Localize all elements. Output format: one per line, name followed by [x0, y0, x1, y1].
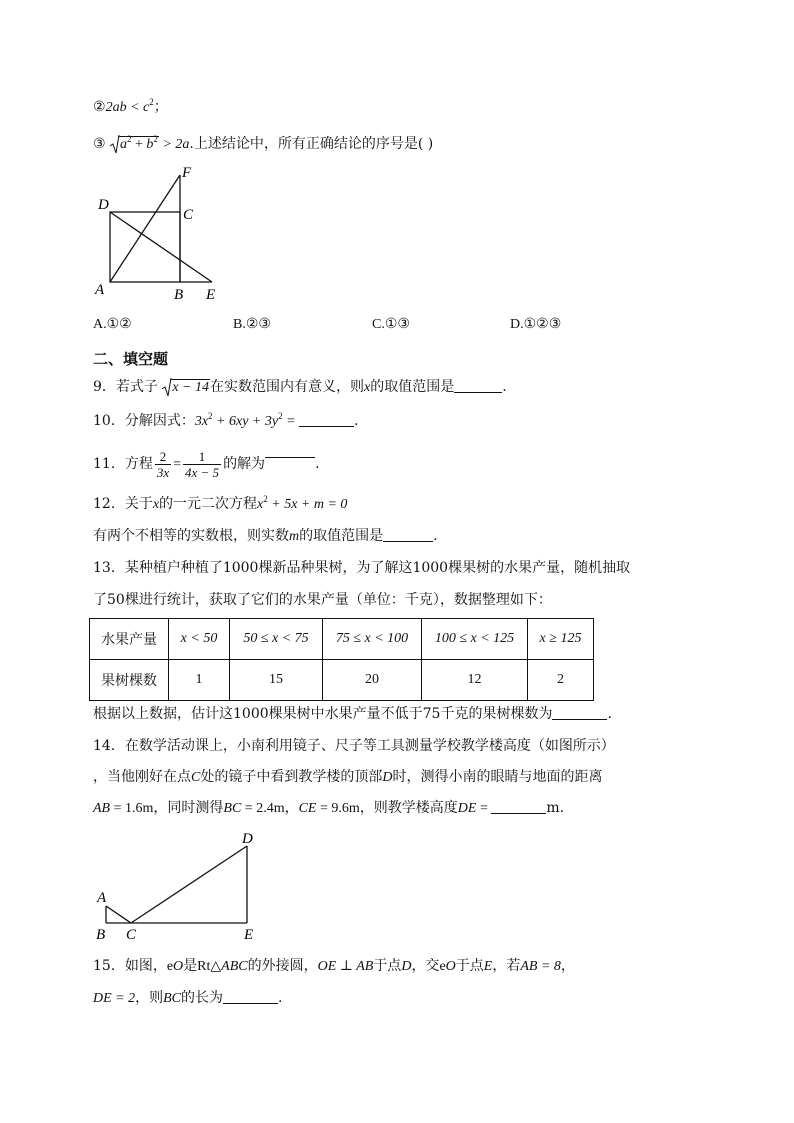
q12-answer-blank[interactable] — [383, 527, 433, 542]
q11-num1: 2 — [155, 449, 171, 465]
q15-line1-d: 于点 — [373, 958, 402, 974]
table-cell: 20 — [323, 660, 422, 701]
q15-line1-c: 的外接圆， — [247, 958, 318, 974]
q10-eq: = — [282, 414, 300, 429]
q14-line2 — [93, 767, 602, 788]
q12-end: . — [433, 528, 438, 544]
table-header-row — [90, 619, 594, 660]
table-row — [90, 660, 594, 701]
q12-line1 — [93, 494, 347, 515]
square-abcd — [110, 212, 180, 282]
q14-eq: = — [476, 801, 492, 816]
q8-item2 — [93, 97, 168, 118]
option-d[interactable]: D.①②③ — [510, 317, 562, 332]
item3-sqrt — [110, 134, 159, 154]
q9-radicand: x − 14 — [172, 380, 210, 395]
item2-marker: ② — [93, 99, 106, 115]
q15-line2-a: ，则 — [135, 990, 164, 1006]
option-a[interactable]: A.①② — [93, 317, 132, 332]
q14-bc: BC — [223, 801, 242, 816]
table-cell: 100 ≤ x < 125 — [422, 619, 528, 660]
table-cell: 1 — [169, 660, 230, 701]
q12-line2-a: 有两个不相等的实数根，则实数 — [93, 528, 289, 544]
label-c: C — [183, 207, 194, 223]
q12-var: x — [152, 497, 160, 512]
q14-ce-val: = 9.6m — [316, 801, 360, 816]
q14-ab-val: = 1.6m — [110, 801, 154, 816]
section-title: 二、填空题 — [93, 350, 169, 368]
q15-o: O — [173, 959, 184, 974]
q11-num2: 1 — [183, 449, 221, 465]
q9-end: . — [502, 379, 507, 395]
option-b[interactable]: B.②③ — [233, 317, 271, 332]
item3-rad-b: b — [146, 137, 154, 152]
label-e: E — [206, 287, 216, 303]
q15-de: DE = 2 — [93, 991, 136, 1006]
segment-ac — [106, 906, 131, 923]
q14-unit: m. — [546, 800, 565, 816]
q11-answer-blank[interactable] — [265, 443, 315, 458]
q13-line3 — [93, 704, 612, 724]
q15-line1-f: 于点 — [455, 958, 484, 974]
q13-line3-text: 根据以上数据，估计这1000棵果树中水果产量不低于75千克的果树棵数为 — [93, 706, 553, 722]
table-cell: x < 50 — [169, 619, 230, 660]
q10 — [93, 411, 359, 432]
q11-den2: 4x − 5 — [185, 464, 220, 480]
q12-eq-a: x — [257, 497, 264, 512]
q15-d: D — [401, 959, 412, 974]
label-d: D — [242, 831, 253, 847]
item3-rad-plus: + — [131, 137, 147, 152]
q12-line2 — [93, 526, 438, 547]
q15-line2 — [93, 988, 282, 1009]
q12-prefix: 12．关于 — [93, 496, 153, 512]
item2-exp: 2 — [149, 97, 154, 107]
item3-marker: ③ — [93, 136, 106, 152]
q9-answer-blank[interactable] — [454, 378, 502, 393]
q10-end: . — [354, 413, 359, 429]
segment-de — [110, 212, 212, 282]
label-c: C — [126, 927, 137, 943]
table-cell: 果树棵数 — [90, 660, 169, 701]
q15-e: E — [483, 959, 493, 974]
circle-symbol: e — [439, 959, 446, 974]
item3-rad-a: a — [120, 137, 128, 152]
q11-frac-left — [155, 449, 171, 480]
q10-answer-blank[interactable] — [299, 412, 354, 427]
q12-mid: 的一元二次方程 — [159, 496, 258, 512]
q12-eq-b: + 5x + m = 0 — [267, 497, 348, 512]
q15-tri: △ABC — [210, 959, 248, 974]
item3-rhs: > 2a — [158, 137, 190, 152]
item3-exp-b: 2 — [153, 134, 158, 144]
q14-de: DE — [457, 801, 477, 816]
q11-frac-right — [183, 449, 221, 480]
q14-line2-a: ，当他刚好在点 — [93, 769, 191, 785]
label-f: F — [182, 165, 192, 181]
q14-answer-blank[interactable] — [491, 799, 546, 814]
q10-exp-b: 2 — [278, 411, 283, 421]
q14-line3-b: ， — [284, 800, 299, 816]
table-cell: x ≥ 125 — [528, 619, 594, 660]
q14-ce: CE — [298, 801, 317, 816]
q15-line1 — [93, 956, 575, 977]
q10-exp-a: 2 — [208, 411, 213, 421]
q11-suffix: 的解为 — [223, 456, 266, 472]
q13-line1: 13．某种植户种植了1000棵新品种果树，为了解这1000棵果树的水果产量，随机抽取 — [93, 560, 631, 576]
q14-line1: 14．在数学活动课上，小南利用镜子、尺子等工具测量学校教学楼高度（如图所示） — [93, 738, 615, 754]
option-c[interactable]: C.①③ — [372, 317, 410, 332]
label-b: B — [96, 927, 106, 943]
q14-point-d: D — [382, 770, 393, 785]
q11 — [93, 443, 320, 483]
q9 — [93, 377, 507, 398]
q10-expr-a: 3x — [194, 414, 209, 429]
label-a: A — [97, 890, 107, 906]
table-cell: 2 — [528, 660, 594, 701]
q14-point-c: C — [191, 770, 201, 785]
table-cell: 水果产量 — [90, 619, 169, 660]
q14-line3-c: ，则教学楼高度 — [359, 800, 458, 816]
table-cell: 12 — [422, 660, 528, 701]
q15-line1-e: ，交 — [411, 958, 440, 974]
q8-item3 — [93, 134, 433, 155]
label-b: B — [174, 287, 184, 303]
q15-line2-b: 的长为 — [181, 990, 223, 1006]
q13-answer-blank[interactable] — [552, 705, 607, 720]
q14-figure — [92, 826, 267, 946]
q14-line3-a: ，同时测得 — [153, 800, 224, 816]
q14-line2-e: 时，测得小南的眼睛与地面的距离 — [392, 769, 603, 785]
q15-line1-h: ， — [560, 958, 575, 974]
table-cell: 15 — [230, 660, 323, 701]
segment-af — [110, 175, 180, 282]
q15-answer-blank[interactable] — [223, 989, 278, 1004]
q14-line3 — [93, 798, 564, 819]
q12-line2-b: 的取值范围是 — [299, 528, 384, 544]
q11-prefix: 11．方程 — [93, 456, 153, 472]
label-e: E — [244, 927, 254, 943]
q15-o2: O — [445, 959, 456, 974]
q15-line1-b: 是 — [183, 958, 198, 974]
q14-ab: AB — [93, 801, 111, 816]
q9-prefix: 9．若式子 — [93, 379, 158, 395]
q13-line2: 了50棵进行统计，获取了它们的水果产量（单位：千克），数据整理如下： — [93, 592, 552, 608]
q11-eq: = — [173, 457, 182, 472]
q8-figure — [90, 163, 230, 305]
q9-mid: 在实数范围内有意义，则 — [210, 379, 365, 395]
item3-exp-a: 2 — [127, 134, 132, 144]
label-a: A — [95, 282, 105, 298]
table-cell: 50 ≤ x < 75 — [230, 619, 323, 660]
q13-end: . — [607, 706, 612, 722]
q15-end: . — [278, 990, 283, 1006]
segment-cd — [131, 846, 247, 923]
circle-symbol: e — [166, 959, 174, 974]
q15-line1-g: ，若 — [492, 958, 521, 974]
q15-perp: OE ⊥ AB — [317, 959, 374, 974]
q12-exp: 2 — [263, 494, 268, 504]
q9-sqrt — [162, 377, 210, 397]
q15-ab: AB = 8 — [520, 959, 561, 974]
q14-line2-b: 处的镜子中看到教学楼的顶部 — [200, 769, 383, 785]
q11-end: . — [315, 456, 320, 472]
item2-end: ； — [153, 99, 168, 115]
item3-text: .上述结论中，所有正确结论的序号是( ) — [189, 136, 434, 152]
table-cell: 75 ≤ x < 100 — [323, 619, 422, 660]
q15-bc: BC — [163, 991, 181, 1006]
q10-expr-b: + 6xy + 3y — [212, 414, 279, 429]
q15-rt: Rt — [197, 959, 211, 974]
q15-line1-a: 15．如图， — [93, 958, 167, 974]
q14-bc-val: = 2.4m — [241, 801, 285, 816]
q10-prefix: 10．分解因式： — [93, 413, 195, 429]
item2-expr: 2ab < c — [105, 100, 150, 115]
q12-line2-var: m — [289, 529, 300, 544]
label-d: D — [98, 197, 109, 213]
q9-var: x — [364, 380, 371, 395]
q11-den1: 3x — [156, 464, 170, 480]
yield-table — [89, 618, 594, 701]
q9-suffix: 的取值范围是 — [370, 379, 455, 395]
